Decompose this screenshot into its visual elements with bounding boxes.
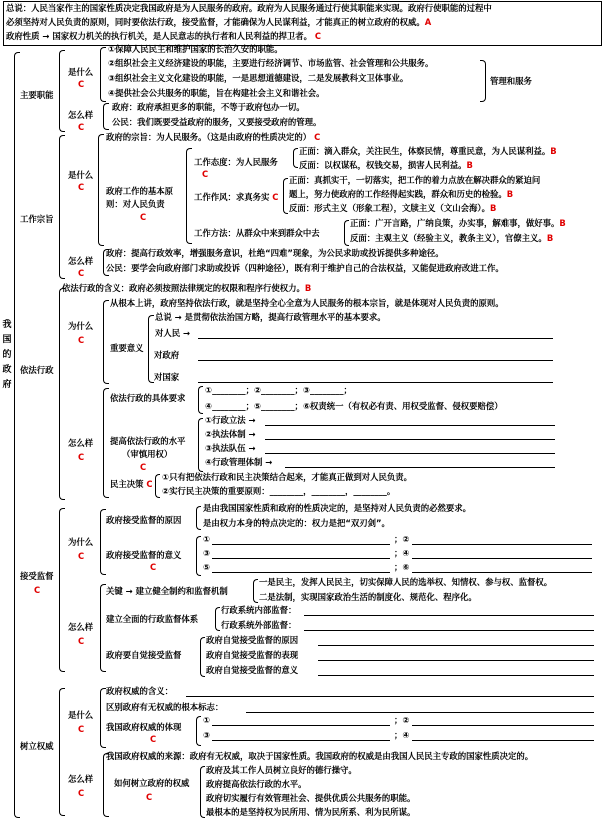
- sec3-meaning: [62, 283, 311, 293]
- sec4-title-tag: C: [34, 585, 41, 595]
- sec2-style-pos-tag: B: [506, 189, 514, 199]
- sec4-key-2: 二是法制，实现国家政治生活的制度化、规范化、程序化。: [259, 592, 477, 602]
- sec3-level-3: ③执法队伍 →: [205, 443, 256, 453]
- sec5-what-brace: [100, 688, 106, 748]
- sec3-req-row2-b: ⑥权责统一（有权必有责、用权受监督、侵权要赔偿）: [302, 401, 503, 411]
- sec4-sig-tag: C: [150, 562, 157, 572]
- sec4-how: 怎么样: [68, 622, 94, 632]
- sec5-meaning-line: [186, 696, 594, 697]
- sec2-method-pos-text: 正面：广开言路，广纳良策，办实事，解难事，做好事。: [350, 218, 560, 228]
- sec5-show-tag: C: [150, 734, 157, 744]
- sec1-how-brace: [103, 103, 109, 130]
- sec5-build: 如何树立政府的权威: [114, 778, 190, 788]
- sec4-sig-4-line: [412, 558, 592, 559]
- sec5-mark-line: [246, 712, 594, 713]
- sec4-key-brace: [253, 579, 258, 603]
- sec1-f1: ①保障人民民主和维护国家的长治久安的职能。: [108, 44, 283, 54]
- sec3-dem-brace: [155, 474, 160, 498]
- sec3-level-4: ④行政管理体制 →: [205, 457, 273, 467]
- sec2-att: [194, 157, 278, 167]
- sec2-att-brace: [293, 148, 298, 168]
- sec4-reason-brace: [196, 506, 201, 530]
- sec5-brace: [59, 688, 65, 816]
- sec4-sig-4: ；④: [394, 548, 410, 558]
- sec3-meaning-text: 依法行政的含义：政府必须按照法律规定的权限和程序行使权力。: [62, 283, 305, 293]
- sec2-att-neg: [299, 160, 473, 170]
- sec3-dem-tag: C: [146, 479, 153, 489]
- sec5-show-3-line: [212, 740, 390, 741]
- sec2-brace: [59, 135, 65, 279]
- sec3-req-brace: [198, 386, 203, 414]
- sec3-level-2-line: [265, 439, 555, 440]
- sec3-level-4-line: [285, 467, 555, 468]
- nature-text: 政府性质 → 国家权力机关的执行机关，是人民意志的执行者和人民利益的捍卫者。: [6, 31, 312, 41]
- sec2-purpose-tag: C: [314, 132, 321, 142]
- summary-line-1: 总说：人民当家作主的国家性质决定我国政府是为人民服务的政府。政府为人民服务通过行使其职能来实现。政府行使职能的过程中: [6, 3, 492, 13]
- sec5-title: 树立权威: [20, 741, 54, 751]
- sec1-brace: [59, 50, 65, 132]
- sec2-method-neg-text: 反面：主观主义（经验主义，教条主义），官僚主义。: [350, 233, 547, 243]
- sec3-why-1: 从根本上讲，政府坚持依法行政，就是坚持全心全意为人民服务的根本宗旨，就是体现对人民负责的原则。: [110, 298, 504, 308]
- sec2-method-brace: [344, 220, 349, 246]
- sec5-show-brace: [196, 716, 201, 746]
- sec1-f2: ②组织社会主义经济建设的职能，主要进行经济调节、市场监管、社会管理和公共服务。: [108, 58, 434, 68]
- sec2-what-brace: [98, 134, 104, 246]
- sec3-imp-state: 对国家: [154, 372, 180, 382]
- sec5-build-tag: C: [146, 792, 153, 802]
- sec4-title: 接受监督: [20, 571, 54, 581]
- sec5-show: 我国政府权威的体现: [106, 722, 182, 732]
- sec5-show-1-line: [212, 725, 390, 726]
- sec2-att-pos: [299, 146, 557, 156]
- sec1-what-tag: C: [78, 79, 85, 89]
- sec4-key-1: 一是民主，发挥人民民主，切实保障人民的选举权、知情权、参与权、监督权。: [259, 577, 553, 587]
- sec2-basic-tag: C: [140, 212, 147, 222]
- sec3-imp-people-line: [198, 338, 553, 339]
- sec1-how: 怎么样: [68, 110, 94, 120]
- sec3-imp-gov-line: [198, 360, 553, 361]
- sec4-sig-brace: [196, 536, 201, 576]
- sec4-self-3-line: [318, 675, 594, 676]
- sec2-style-pos-text-2: 题上，努力使政府的工作经得起实践，群众和历史的检验。: [289, 189, 507, 199]
- sec4-reason: 政府接受监督的原因: [106, 515, 182, 525]
- sec3-imp-gov: 对政府: [154, 350, 180, 360]
- sec2-style-neg: [289, 203, 496, 213]
- sec2-method: 工作方法：从群众中来到群众中去: [194, 228, 320, 238]
- sec4-self-3: 政府自觉接受监督的意义: [206, 665, 299, 675]
- sec3-level-1-line: [265, 425, 555, 426]
- sec5-mark: 区别政府有无权威的根本标志：: [106, 702, 224, 712]
- sec5-show-4-line: [412, 740, 594, 741]
- sec1-f3: ③组织社会主义文化建设的职能，一是思想道德建设，二是发展教科文卫体事业。: [108, 73, 409, 83]
- sec2-att-tag: C: [202, 169, 209, 179]
- sec4-self-2-line: [318, 660, 594, 661]
- sec3-dem: [110, 479, 153, 489]
- sec4-sys-out: 行政系统外部监督：: [221, 620, 297, 630]
- sec3-req-row1: ①________；②________；③________；: [205, 385, 352, 395]
- sec4-sig-1-line: [212, 544, 390, 545]
- sec4-self-1-line: [318, 645, 594, 646]
- sec2-method-pos-tag: B: [559, 218, 566, 228]
- sec4-reason-2: 是由权力本身的特点决定的：权力是把“双刃剑”。: [203, 518, 390, 528]
- sec3-imp-people: 对人民 →: [155, 328, 191, 338]
- sec5-build-1: 政府及其工作人员树立良好的德行操守。: [206, 765, 357, 775]
- sec3-level-2: [122, 449, 172, 459]
- sec1-right-brace: [480, 60, 486, 102]
- sec2-att-pos-tag: B: [550, 146, 557, 156]
- sec2-att-neg-text: 反面：以权谋私，权钱交易，损害人民利益。: [299, 160, 467, 170]
- sec1-f4: ④提供社会公共服务的职能，旨在构建社会主义和谐社会。: [108, 88, 325, 98]
- sec3-level-1: ①行政立法 →: [205, 415, 256, 425]
- sec3-req-row2-a: ④________；⑤________；: [205, 401, 303, 411]
- sec2-style-text: 工作作风：求真务实: [194, 192, 270, 202]
- sec4-self-brace: [200, 637, 205, 677]
- sec3-level-brace: [198, 418, 203, 472]
- sec4-self: 政府要自觉接受监督: [106, 650, 182, 660]
- sec4-sys-in-line: [304, 615, 594, 616]
- sec4-sig-5: ⑤: [203, 562, 211, 572]
- sec3-imp: 重要意义: [110, 343, 144, 353]
- sec1-how-gov: 政府：政府承担更多的职能，不等于政府包办一切。: [112, 102, 305, 112]
- sec3-title: 依法行政: [20, 365, 54, 375]
- sec2-method-neg-tag: B: [546, 233, 554, 243]
- sec4-sig-5-line: [212, 572, 390, 573]
- sec5-show-4: ；④: [394, 730, 410, 740]
- sec2-method-neg: [350, 233, 553, 243]
- sec2-purpose-text: 政府的宗旨：为人民服务。（这是由政府的性质决定的）: [106, 132, 312, 142]
- sec5-show-1: ①: [203, 715, 211, 725]
- sec3-how-brace: [103, 388, 109, 498]
- sec2-style-neg-tag: B: [489, 203, 497, 213]
- sec5-what: 是什么: [68, 710, 94, 720]
- sec5-build-3: 政府切实履行有效管理社会、提供优质公共服务的职能。: [206, 793, 416, 803]
- sec4-why-tag: C: [78, 551, 85, 561]
- sec5-meaning: 政府权威的含义：: [106, 686, 173, 696]
- sec1-title: 主要职能: [20, 90, 54, 100]
- sec4-sig-6-line: [412, 572, 592, 573]
- sec2-att-text: 工作态度：为人民服务: [194, 157, 278, 167]
- sec3-brace: [59, 288, 65, 500]
- sec2-purpose: [106, 132, 320, 142]
- sec3-why-brace: [103, 300, 109, 384]
- sec2-style-neg-text: 反面：形式主义（形象工程），文牍主义（文山会海）。: [289, 203, 490, 213]
- sec2-what-tag: C: [78, 182, 85, 192]
- sec3-why-tag: C: [78, 335, 85, 345]
- sec2-title: 工作宗旨: [20, 214, 54, 224]
- sec5-show-2: ；②: [394, 715, 410, 725]
- sec3-dem-2: ②实行民主决策的重要原则：________，________，________。: [162, 486, 396, 496]
- sec5-build-4: 最根本的是坚持权为民所用、情为民所系、利为民所谋。: [206, 807, 416, 817]
- sec3-why: 为什么: [68, 321, 94, 331]
- sec2-style: [194, 192, 278, 202]
- sec3-imp-state-line: [198, 382, 553, 383]
- sec2-basic-2: 则：对人民负责: [106, 199, 165, 209]
- sec3-level-tag: C: [140, 462, 147, 472]
- sec2-how-tag: C: [78, 268, 85, 278]
- sec2-how-citizen: 公民：要学会向政府部门求助或投诉（四种途径），既有利于维护自己的合法权益，又能促进政府改进工作。: [106, 263, 504, 273]
- sec2-what: 是什么: [68, 170, 94, 180]
- sec2-method-pos: [350, 218, 566, 228]
- sec5-build-brace: [200, 766, 205, 818]
- sec3-meaning-tag: B: [304, 283, 312, 293]
- sec4-sig-3-line: [212, 558, 390, 559]
- sec2-style-tag: C: [272, 192, 279, 202]
- sec4-sig-2: ；②: [394, 534, 410, 544]
- nature-line: [6, 31, 321, 41]
- sec4-sys-in: 行政系统内部监督：: [221, 605, 297, 615]
- sec4-sys: 建立全面的行政监督体系: [106, 614, 199, 624]
- sec1-what-brace: [100, 47, 106, 102]
- sec5-how: 怎么样: [68, 774, 94, 784]
- sec4-self-1: 政府自觉接受监督的原因: [206, 635, 299, 645]
- sec4-sig-1: ①: [203, 534, 211, 544]
- sec3-level-2-text: （审慎用权）: [122, 449, 173, 459]
- sec4-self-2: 政府自觉接受监督的表现: [206, 650, 299, 660]
- sec2-basic-brace: [186, 148, 192, 244]
- sec3-dem-text: 民主决策: [110, 479, 144, 489]
- sec5-what-tag: C: [78, 724, 85, 734]
- sec2-how-gov: 政府：提高行政效率，增强服务意识，杜绝“四难”现象，为公民求助或投诉提供多种途径。: [106, 248, 444, 258]
- sec2-style-brace: [283, 178, 288, 214]
- sec5-show-2-line: [412, 725, 594, 726]
- sec2-att-pos-text: 正面：滴入群众，关注民生，体察民情，尊重民意，为人民谋利益。: [299, 146, 551, 156]
- sec5-how-brace: [103, 753, 109, 817]
- sec4-sig-3: ③: [203, 548, 211, 558]
- sec4-sys-out-line: [304, 630, 594, 631]
- sec1-how-tag: C: [78, 122, 85, 132]
- summary-text-2: 必须坚持对人民负责的原则，同时要依法行政，接受监督，才能确保为人民谋利益，才能真正的树立政府的权威。: [6, 17, 425, 27]
- sec1-how-citizen: 公民：我们既要受益政府的服务，又要接受政府的管理。: [112, 117, 322, 127]
- sec1-right: 管理和服务: [490, 76, 532, 86]
- sec5-build-2: 政府提高依法行政的水平。: [206, 779, 307, 789]
- sec5-how-tag: C: [78, 788, 85, 798]
- sec3-dem-1: ①只有把依法行政和民主决策结合起来，才能真正做到对人民负责。: [162, 472, 412, 482]
- sec1-what: 是什么: [68, 67, 94, 77]
- sec2-style-pos: 正面：真抓实干，一切落实，把工作的着力点放在解决群众的紧迫问: [289, 175, 541, 185]
- sec4-key: 关键 → 建立健全制约和监督机制: [106, 586, 228, 596]
- sec2-att-neg-tag: B: [466, 160, 473, 170]
- sec2-style-pos-2: [289, 189, 513, 199]
- sec3-level: 提高依法行政的水平: [110, 436, 186, 446]
- sec5-src: 我国政府权威的来源：政府有无权威，取决于国家性质。我国政府的权威是由我国人民民主专政的国家性质决定的。: [106, 751, 534, 761]
- sec4-reason-1: 是由我国国家性质和政府的性质决定的，是坚持对人民负责的必然要求。: [203, 503, 471, 513]
- sec3-level-3-line: [265, 453, 555, 454]
- spine-brace: [14, 52, 20, 818]
- spine-title: 我国的政府: [2, 320, 12, 390]
- sec2-how: 怎么样: [68, 256, 94, 266]
- sec4-sig-6: ；⑥: [394, 562, 410, 572]
- sec4-sig-2-line: [412, 544, 592, 545]
- sec4-sys-brace: [215, 607, 220, 631]
- sec4-why: 为什么: [68, 537, 94, 547]
- sec3-req-row2: [205, 401, 503, 411]
- sec2-basic-1: 政府工作的基本原: [106, 186, 173, 196]
- sec4-brace: [59, 508, 65, 672]
- sec3-how: 怎么样: [68, 438, 94, 448]
- nature-tag: C: [314, 31, 322, 41]
- sec3-imp-total: 总说 → 是贯彻依法治国方略，提高行政管理水平的基本要求。: [155, 312, 386, 322]
- sec4-sig: 政府接受监督的意义: [106, 550, 182, 560]
- sec3-level-2-item: ②执法体制 →: [205, 429, 256, 439]
- summary-tag: A: [424, 17, 432, 27]
- sec3-req: 依法行政的具体要求: [110, 393, 186, 403]
- sec4-how-tag: C: [78, 636, 85, 646]
- sec5-show-3: ③: [203, 730, 211, 740]
- summary-line-2: [6, 17, 431, 27]
- sec3-how-tag: C: [78, 452, 85, 462]
